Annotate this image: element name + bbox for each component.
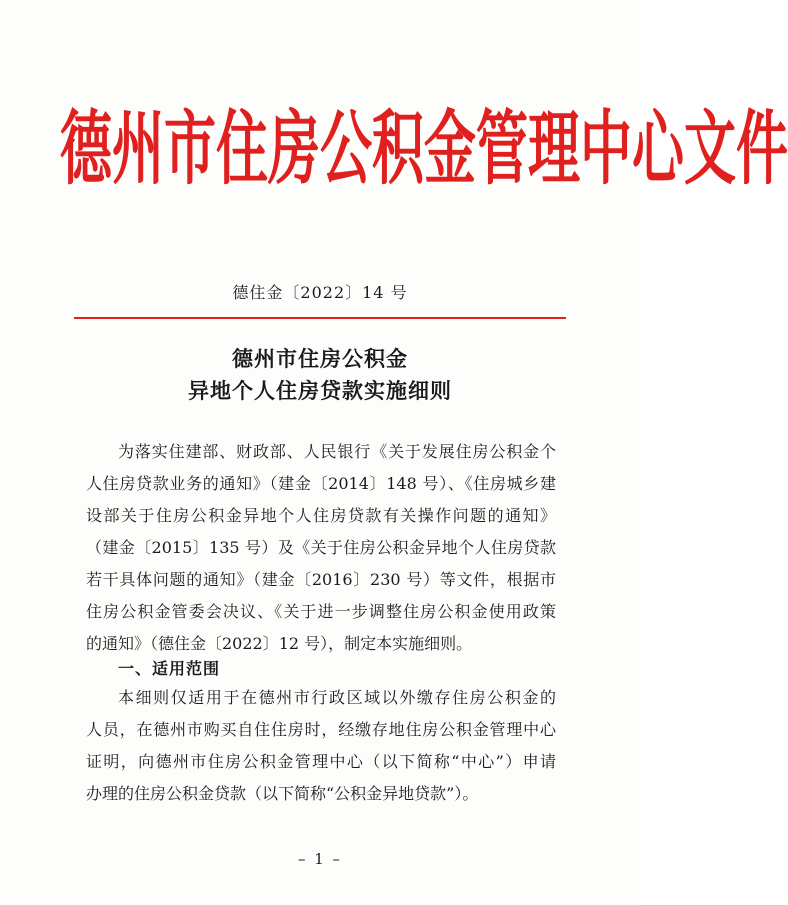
document-title-line-1: 德州市住房公积金 [232, 346, 408, 371]
masthead-title: 德州市住房公积金管理中心文件 [60, 101, 788, 197]
preamble-line: 的通知》（德住金〔2022〕12 号），制定本实施细则。 [86, 634, 473, 653]
section-heading-scope: 一、适用范围 [118, 659, 221, 678]
document-title-line-2: 异地个人住房贷款实施细则 [188, 378, 452, 403]
section-body-line: 人员，在德州市购买自住住房时，经缴存地住房公积金管理中心 [86, 720, 556, 739]
document-number: 德住金〔2022〕14 号 [232, 283, 408, 302]
preamble-line: 住房公积金管委会决议、《关于进一步调整住房公积金使用政策 [86, 602, 556, 621]
red-divider-line [74, 317, 566, 319]
preamble-line: （建金〔2015〕135 号）及《关于住房公积金异地个人住房贷款 [86, 538, 556, 557]
preamble-line: 若干具体问题的通知》（建金〔2016〕230 号）等文件，根据市 [86, 570, 556, 589]
page-number: – 1 – [297, 850, 343, 868]
section-body-line: 办理的住房公积金贷款（以下简称“公积金异地贷款”）。 [86, 784, 479, 803]
preamble-line: 设部关于住房公积金异地个人住房贷款有关操作问题的通知》 [86, 506, 556, 525]
section-body-line: 证明，向德州市住房公积金管理中心（以下简称“中心”）申请 [86, 752, 556, 771]
section-body-line: 本细则仅适用于在德州市行政区域以外缴存住房公积金的 [118, 688, 556, 707]
preamble-line: 为落实住建部、财政部、人民银行《关于发展住房公积金个 [118, 442, 556, 461]
preamble-line: 人住房贷款业务的通知》（建金〔2014〕148 号）、《住房城乡建 [86, 474, 556, 493]
